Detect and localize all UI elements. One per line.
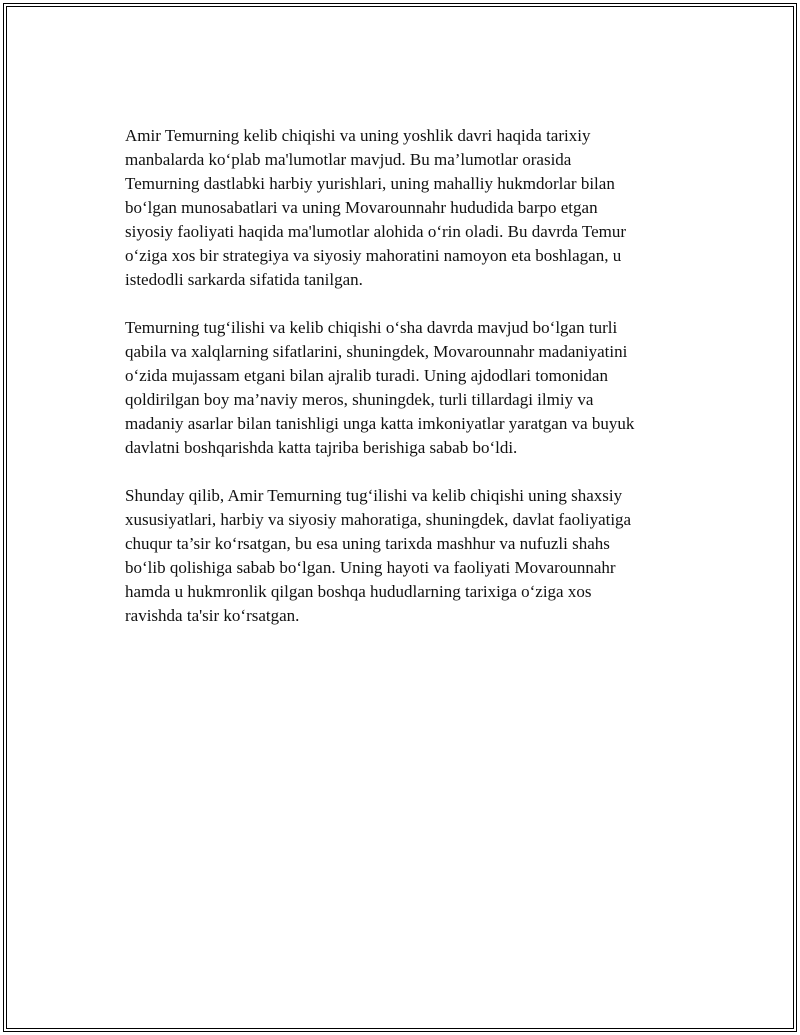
- page-border: [3, 3, 797, 1032]
- document-body: [125, 124, 685, 652]
- paragraph-1: Amir Temurning kelib chiqishi va uning yoshlik davri haqida tarixiy manbalarda ko‘plab ma'lumotlar mavjud. Bu ma’lumotlar orasida Temurning dastlabki harbiy yurishlari, uning mahalliy hukmdorlar bilan bo‘lgan munosabatlari va uning Movarounnahr hududida barpo etgan siyosiy faoliyati haqida ma'lumotlar alohida o‘rin oladi. Bu davrda Temur o‘ziga xos bir strategiya va siyosiy mahoratini namoyon eta boshlagan, u istedodli sarkarda sifatida tanilgan.: [125, 126, 627, 289]
- paragraph-3: Shunday qilib, Amir Temurning tug‘ilishi va kelib chiqishi uning shaxsiy xususiyatlari, harbiy va siyosiy mahoratiga, shuningdek, davlat faoliyatiga chuqur ta’sir ko‘rsatgan, bu esa uning tarixda mashhur va nufuzli shahs bo‘lib qolishiga sabab bo‘lgan. Uning hayoti va faoliyati Movarounnahr hamda u hukmronlik qilgan boshqa hududlarning tarixiga o‘ziga xos ravishda ta'sir ko‘rsatgan.: [125, 486, 632, 625]
- paragraph-2: Temurning tug‘ilishi va kelib chiqishi o‘sha davrda mavjud bo‘lgan turli qabila va xalqlarning sifatlarini, shuningdek, Movarounnahr madaniyatini o‘zida mujassam etgani bilan ajralib turadi. Uning ajdodlari tomonidan qoldirilgan boy ma’naviy meros, shuningdek, turli tillardagi ilmiy va madaniy asarlar bilan tanishligi unga katta imkoniyatlar yaratgan va buyuk davlatni boshqarishda katta tajriba berishiga sabab bo‘ldi.: [125, 318, 635, 457]
